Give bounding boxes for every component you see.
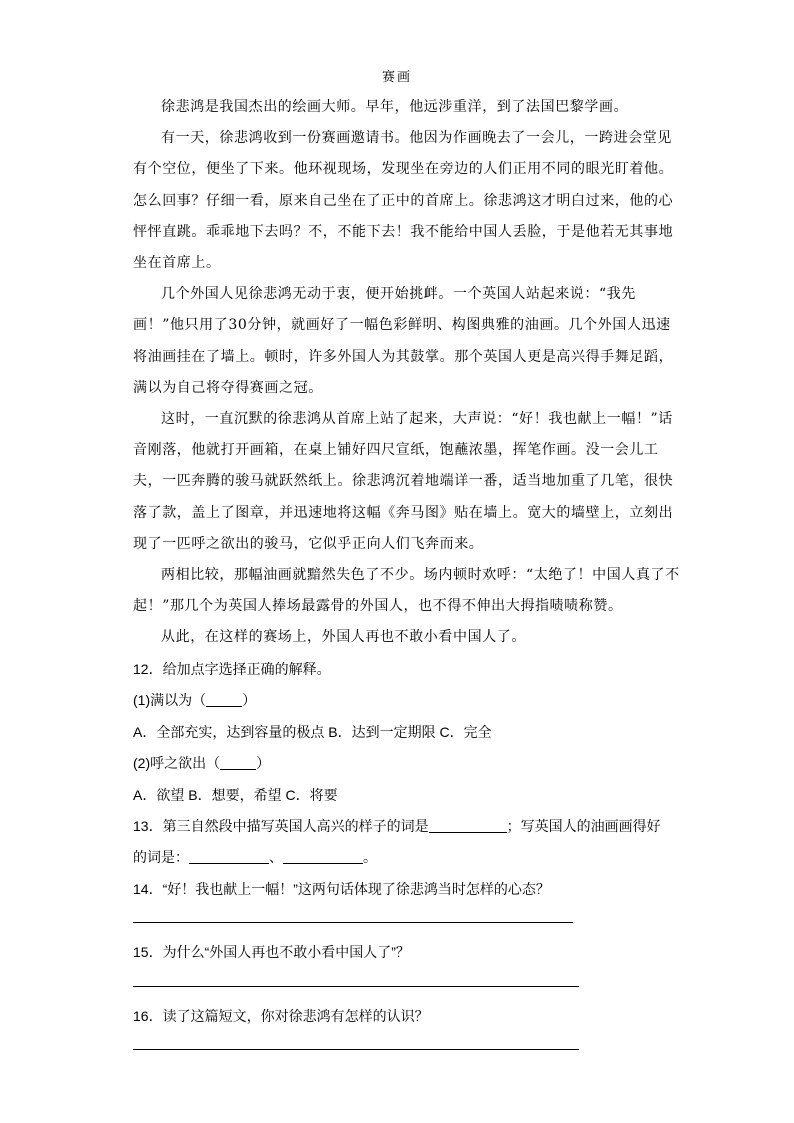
question-13-sep: 、 (269, 849, 283, 866)
question-12-sub1-suffix: ） (242, 692, 257, 709)
answer-line-15[interactable] (133, 985, 579, 987)
paragraph-6: 从此，在这样的赛场上，外国人再也不敢小看中国人了。 (161, 629, 526, 646)
paragraph-4: 这时，一直沉默的徐悲鸿从首席上站了起来，大声说：“好！我也献上一幅！”话音刚落，他就打开画箱，在桌上铺好四尺宣纸，饱蘸浓墨，挥笔作画。没一会儿工夫，一匹奔腾的骏马就跃然纸上。徐悲鸿沉着地端详一番，适当地加重了几笔，很快落了款，盖上了图章，并迅速地将这幅《奔马图》贴在墙上。宽大的墙壁上，立刻出现了一匹呼之欲出的骏马，它似乎正向人们飞奔而来。 (133, 411, 674, 552)
answer-blank-13-1[interactable] (429, 818, 507, 833)
question-13-line-2 (133, 842, 693, 873)
question-13-part3: 的词是： (133, 849, 189, 866)
paragraph-1: 徐悲鸿是我国杰出的绘画大师。早年，他远涉重洋，到了法国巴黎学画。 (161, 99, 629, 115)
answer-line-14[interactable] (133, 921, 573, 923)
question-12-sub1-prefix: (1)满以为（ (133, 692, 207, 709)
question-13-part1: 13．第三自然段中描写英国人高兴的样子的词是 (133, 818, 429, 835)
answer-blank-13-2[interactable] (189, 849, 269, 864)
questions-section (133, 654, 693, 1064)
question-12-sub2 (133, 748, 693, 779)
answer-blank-12-1[interactable] (206, 692, 242, 707)
paragraph-3: 几个外国人见徐悲鸿无动于衷，便开始挑衅。一个英国人站起来说：“我先画！”他只用了30分钟，就画好了一幅色彩鲜明、构图典雅的油画。几个外国人迅速将油画挂在了墙上。顿时，许多外国人为其鼓掌。那个英国人更是高兴得手舞足蹈，满以为自己将夺得赛画之冠。 (133, 286, 674, 396)
passage-body (133, 92, 681, 654)
question-13-line-1 (133, 811, 693, 842)
question-12-sub2-suffix: ） (256, 755, 271, 772)
question-13-end: 。 (363, 849, 377, 866)
answer-blank-12-2[interactable] (220, 755, 256, 770)
question-12-sub2-options: A．欲望 B．想要，希望 C．将要 (133, 786, 338, 803)
paragraph-5: 两相比较，那幅油画就黯然失色了不少。场内顿时欢呼：“太绝了！中国人真了不起！”那几个为英国人捧场最露骨的外国人，也不得不伸出大拇指啧啧称赞。 (133, 567, 680, 615)
question-12-sub1 (133, 685, 693, 716)
paragraph-2: 有一天，徐悲鸿收到一份赛画邀请书。他因为作画晚去了一会儿，一跨进会堂见有个空位，便坐了下来。他环视现场，发现坐在旁边的人们正用不同的眼光盯着他。怎么回事？仔细一看，原来自己坐在了正中的首席上。徐悲鸿这才明白过来，他的心怦怦直跳。乖乖地下去吗？不，不能下去！我不能给中国人丢脸，于是他若无其事地坐在首席上。 (133, 130, 674, 272)
question-12-stem: 12．给加点字选择正确的解释。 (133, 661, 331, 677)
question-16: 16．读了这篇短文，你对徐悲鸿有怎样的认识？ (133, 1007, 429, 1024)
question-12-sub2-prefix: (2)呼之欲出（ (133, 755, 221, 772)
passage-title: 赛画 (381, 70, 412, 85)
question-12-sub1-options: A．全部充实，达到容量的极点 B．达到一定期限 C．完全 (133, 723, 492, 740)
question-15: 15．为什么“外国人再也不敢小看中国人了”？ (133, 944, 410, 961)
question-13-part2: ；写英国人的油画画得好 (506, 818, 661, 835)
question-14: 14．“好！我也献上一幅！”这两句话体现了徐悲鸿当时怎样的心态？ (133, 880, 550, 897)
answer-blank-13-3[interactable] (283, 849, 363, 864)
answer-line-16[interactable] (133, 1048, 579, 1050)
